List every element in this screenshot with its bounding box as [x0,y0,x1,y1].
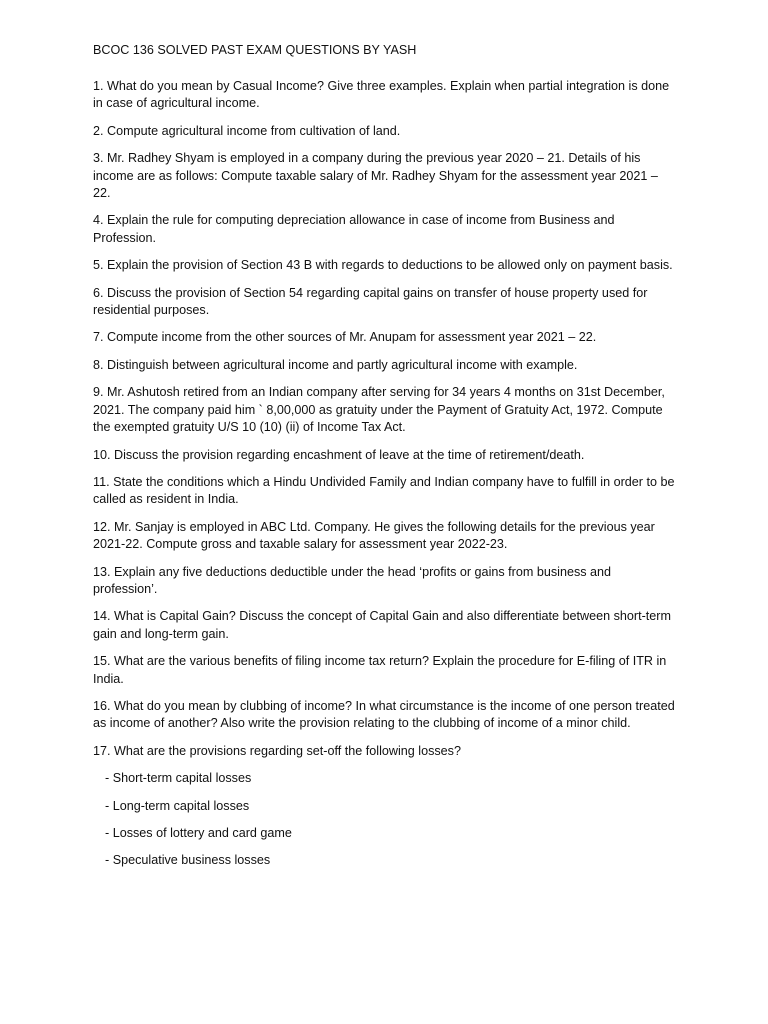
question-17: 17. What are the provisions regarding set-off the following losses? [93,743,461,758]
question-13: 13. Explain any five deductions deductible under the head ‘profits or gains from business and profession’. [93,564,612,596]
question-5: 5. Explain the provision of Section 43 B with regards to deductions to be allowed only on payment basis. [93,258,673,273]
question-6: 6. Discuss the provision of Section 54 regarding capital gains on transfer of house property used for residential purposes. [93,285,648,318]
question-16: 16. What do you mean by clubbing of income? In what circumstance is the income of one person treated as income of another? Also write the provision relating to the clubbing of income of a minor child. [93,698,675,731]
question-8: 8. Distinguish between agricultural income and partly agricultural income with example. [93,357,578,372]
question-2: 2. Compute agricultural income from cultivation of land. [93,123,401,138]
question-4: 4. Explain the rule for computing depreciation allowance in case of income from Business and Profession. [93,213,615,245]
question-11: 11. State the conditions which a Hindu Undivided Family and Indian company have to fulfill in order to be called as resident in India. [93,474,675,507]
question-12: 12. Mr. Sanjay is employed in ABC Ltd. Company. He gives the following details for the previous year 2021-22. Compute gross and taxable salary for assessment year 2022-23. [93,519,655,552]
question-14: 14. What is Capital Gain? Discuss the concept of Capital Gain and also differentiate between short-term gain and long-term gain. [93,609,671,641]
question-10: 10. Discuss the provision regarding encashment of leave at the time of retirement/death. [93,447,585,462]
sub-item-short-term: - Short-term capital losses [105,771,252,786]
question-1: 1. What do you mean by Casual Income? Give three examples. Explain when partial integration is done in case of agricultural income. [93,79,670,111]
question-3: 3. Mr. Radhey Shyam is employed in a company during the previous year 2020 – 21. Details of his income are as follows: Compute taxable salary of Mr. Radhey Shyam for the assessment year 2021 – 22. [93,151,658,201]
document-body [93,42,678,880]
question-9: 9. Mr. Ashutosh retired from an Indian company after serving for 34 years 4 months on 31st December, 2021. The company paid him ` 8,00,000 as gratuity under the Payment of Gratuity Act, 1972. Compute the exempted gratuity U/S 10 (10) (ii) of Income Tax Act. [93,385,665,435]
sub-item-speculative: - Speculative business losses [105,853,271,868]
question-7: 7. Compute income from the other sources of Mr. Anupam for assessment year 2021 – 22. [93,330,597,345]
sub-item-long-term: - Long-term capital losses [105,798,250,813]
sub-item-lottery: - Losses of lottery and card game [105,826,292,840]
question-15: 15. What are the various benefits of filing income tax return? Explain the procedure for E-filing of ITR in India. [93,654,667,686]
document-title: BCOC 136 SOLVED PAST EXAM QUESTIONS BY YASH [93,43,417,57]
